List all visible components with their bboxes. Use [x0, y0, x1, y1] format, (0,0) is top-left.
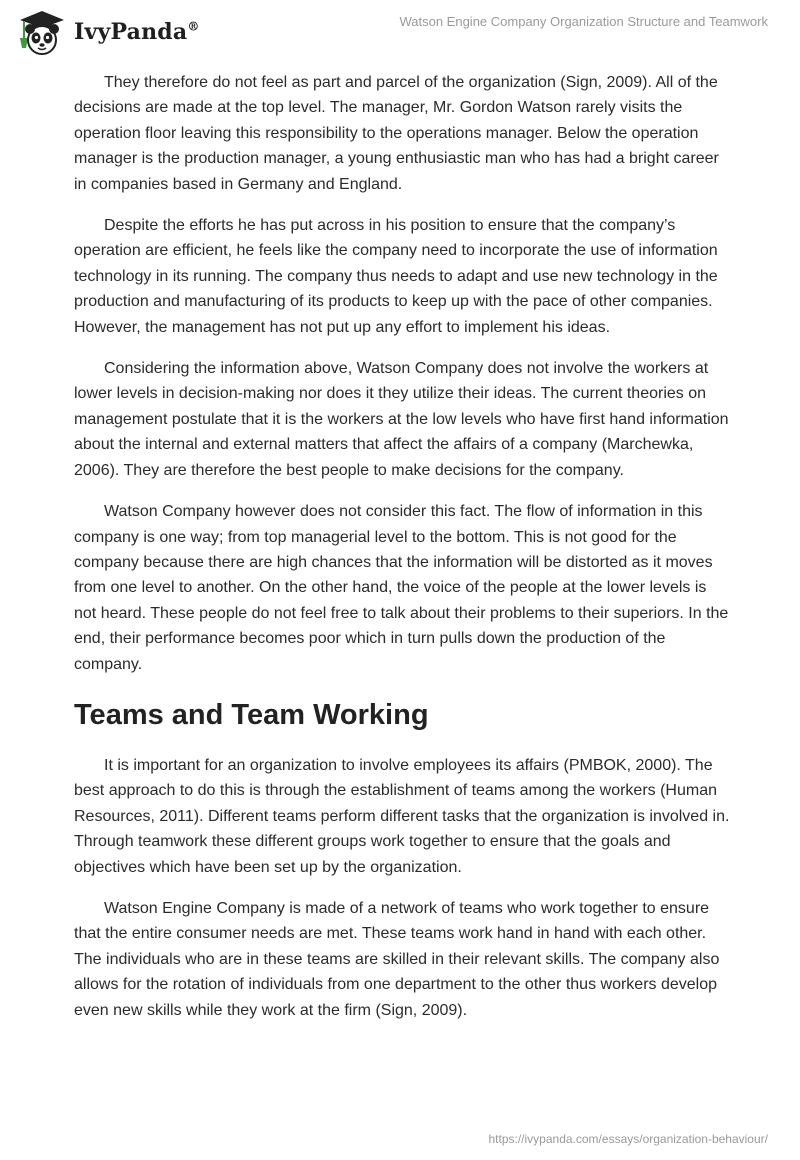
- paragraph: Considering the information above, Watson Company does not involve the workers at lower levels in decision-making nor does it they utilize their ideas. The current theories on management postulate that it is the workers at the low levels who have first hand information about the internal and external matters that affect the affairs of a company (Marchewka, 2006). They are therefore the best people to make decisions for the company.: [74, 360, 729, 479]
- source-url[interactable]: https://ivypanda.com/essays/organization-behaviour/: [488, 1132, 768, 1146]
- paragraph: Watson Engine Company is made of a network of teams who work together to ensure that the entire consumer needs are met. These teams work hand in hand with each other. The individuals who are in these teams are skilled in their relevant skills. The company also allows for the rotation of individuals from one department to the other thus workers develop even new skills while they work at the firm (Sign, 2009).: [74, 899, 720, 1019]
- essay-body: [74, 70, 730, 1039]
- paragraph: It is important for an organization to involve employees its affairs (PMBOK, 2000). The best approach to do this is through the establishment of teams among the workers (Human Resources, 2011). Different teams perform different tasks that the organization is involved in. Through teamwork these different groups work together to ensure that the goals and objectives which have been set up by the organization.: [74, 756, 730, 876]
- section-heading: Teams and Team Working: [74, 698, 429, 731]
- brand-name: IvyPanda®: [74, 19, 200, 45]
- ivypanda-logo[interactable]: [14, 8, 200, 56]
- paragraph: Watson Company however does not consider this fact. The flow of information in this company is one way; from top managerial level to the bottom. This is not good for the company because there are high chances that the information will be distorted as it moves from one level to another. On the other hand, the voice of the people at the lower levels is not heard. These people do not feel free to talk about their problems to their superiors. In the end, their performance becomes poor which in turn pulls down the production of the company.: [74, 503, 729, 673]
- paragraph: Despite the efforts he has put across in his position to ensure that the company’s operation are efficient, he feels like the company need to incorporate the use of information technology in its running. The company thus needs to adapt and use new technology in the production and manufacturing of its products to keep up with the pace of other companies. However, the management has not put up any effort to implement his ideas.: [74, 217, 718, 336]
- page-header: [0, 0, 800, 60]
- document-title: Watson Engine Company Organization Structure and Teamwork: [399, 14, 768, 29]
- panda-graduate-icon: [14, 8, 70, 56]
- paragraph: They therefore do not feel as part and parcel of the organization (Sign, 2009). All of the decisions are made at the top level. The manager, Mr. Gordon Watson rarely visits the operation floor leaving this responsibility to the operations manager. Below the operation manager is the production manager, a young enthusiastic man who has had a bright career in companies based in Germany and England.: [74, 74, 719, 193]
- registered-mark: ®: [187, 19, 200, 34]
